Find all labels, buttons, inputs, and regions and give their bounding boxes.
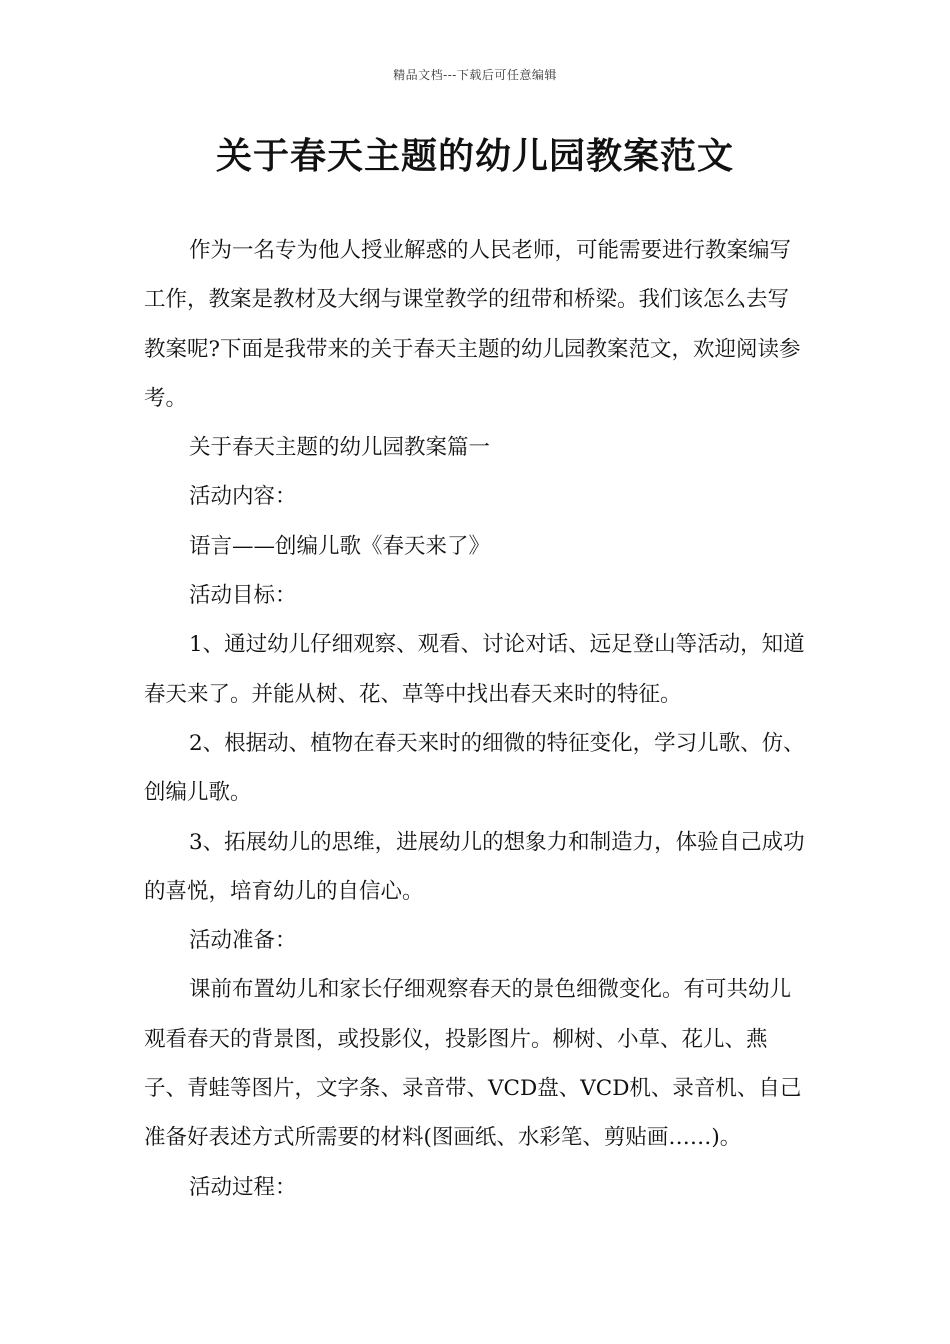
document-title: 关于春天主题的幼儿园教案范文 (215, 136, 734, 177)
activity-prep-text: 课前布置幼儿和家长仔细观察春天的景色细微变化。有可共幼儿观看春天的背景图，或投影仪，投影图片。柳树、小草、花儿、燕子、青蛙等图片，文字条、录音带、VCD盘、VCD机、录音机、自己准备好表述方式所需要的材料(图画纸、水彩笔、剪贴画……)。 (144, 977, 802, 1151)
activity-process-label: 活动过程： (189, 1174, 297, 1200)
goal-item-3: 3、拓展幼儿的思维，进展幼儿的想象力和制造力，体验自己成功的喜悦，培育幼儿的自信心。 (144, 829, 805, 904)
activity-prep-label: 活动准备： (189, 928, 297, 954)
activity-goals-label: 活动目标： (189, 583, 297, 609)
intro-paragraph: 作为一名专为他人授业解惑的人民老师，可能需要进行教案编写工作，教案是教材及大纲与课堂教学的纽带和桥梁。我们该怎么去写教案呢?下面是我带来的关于春天主题的幼儿园教案范文，欢迎阅读参考。 (144, 238, 801, 411)
goal-item-2: 2、根据动、植物在春天来时的细微的特征变化，学习儿歌、仿、创编儿歌。 (144, 730, 805, 806)
document-body (144, 226, 809, 1212)
activity-content-label: 活动内容： (189, 484, 297, 510)
activity-content-text: 语言——创编儿歌《春天来了》 (189, 533, 491, 559)
goal-item-1: 1、通过幼儿仔细观察、观看、讨论对话、远足登山等活动，知道春天来了。并能从树、花、草等中找出春天来时的特征。 (144, 632, 805, 707)
section-heading: 关于春天主题的幼儿园教案篇一 (189, 435, 491, 461)
header-note: 精品文档---下载后可任意编辑 (393, 68, 557, 82)
